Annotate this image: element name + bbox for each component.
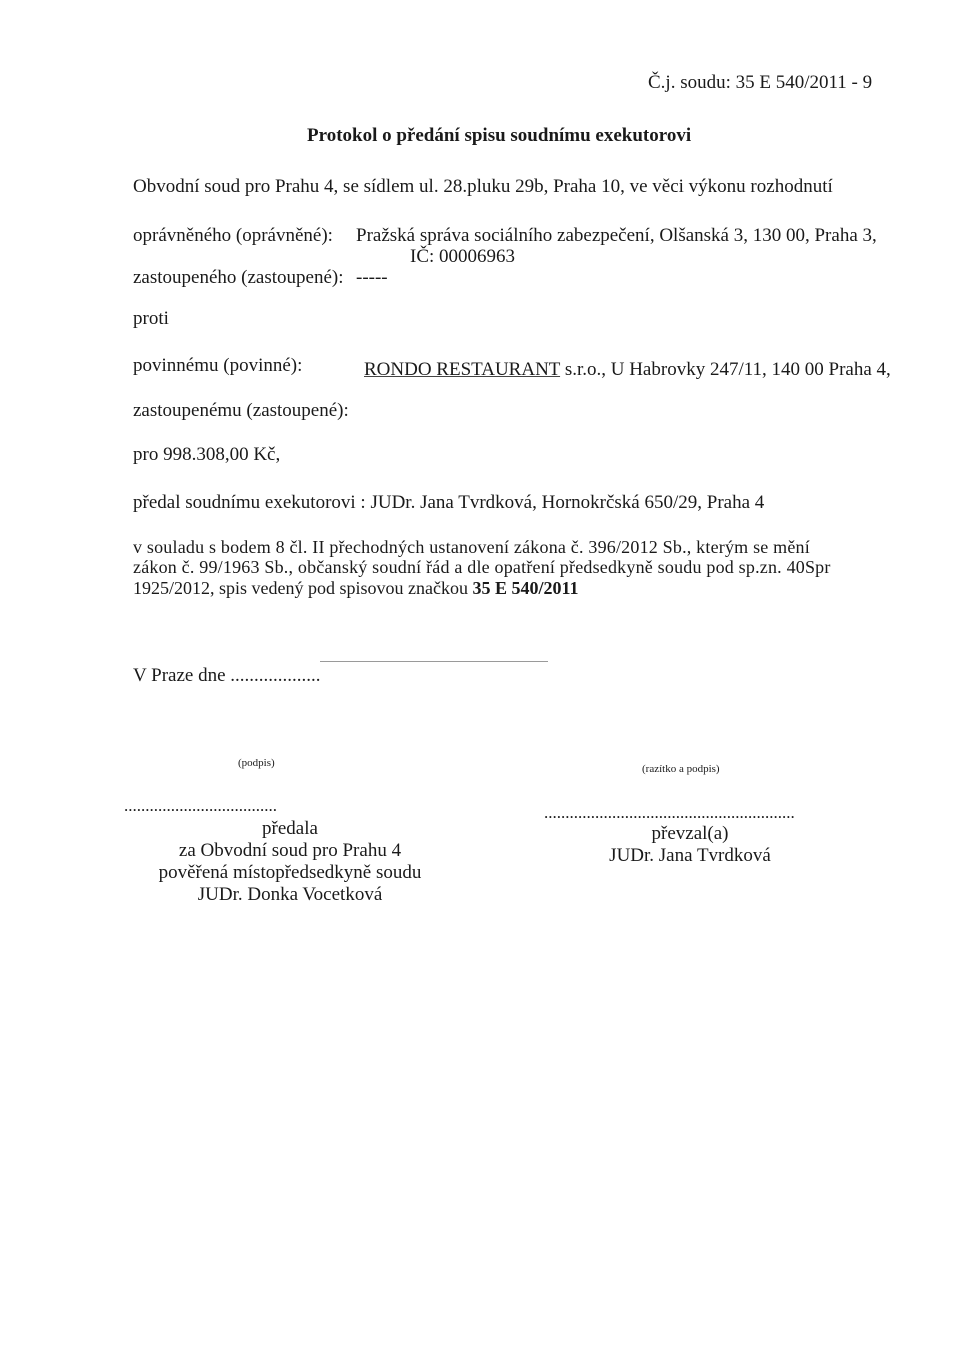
left-sign-line-2: za Obvodní soud pro Prahu 4: [178, 840, 402, 861]
entitled-value: Pražská správa sociálního zabezpečení, Olšanská 3, 130 00, Praha 3,: [356, 225, 877, 246]
obliged-address: s.r.o., U Habrovky 247/11, 140 00 Praha 4,: [560, 359, 891, 380]
left-sign-line-3: pověřená místopředsedkyně soudu: [158, 862, 422, 883]
document-title: Protokol o předání spisu soudnímu exekutorovi: [307, 125, 692, 146]
left-signature-caption: (podpis): [238, 757, 275, 769]
faint-top-rule: [320, 661, 548, 662]
left-sign-line-1: předala: [262, 818, 318, 839]
amount-text: pro 998.308,00 Kč,: [133, 444, 281, 465]
entitled-rep-value: -----: [356, 267, 388, 288]
entitled-label: oprávněného (oprávněné):: [133, 225, 333, 246]
right-sign-line-2: JUDr. Jana Tvrdková: [609, 845, 771, 866]
handed-to-text: předal soudnímu exekutorovi : JUDr. Jana Tvrdková, Hornokrčská 650/29, Praha 4: [133, 492, 765, 513]
intro-text: Obvodní soud pro Prahu 4, se sídlem ul. 28.pluku 29b, Praha 10, ve věci výkonu rozhodnutí: [133, 176, 833, 197]
obliged-rep-label: zastoupenému (zastoupené):: [133, 400, 349, 421]
obliged-label: povinnému (povinné):: [133, 355, 303, 376]
legal-text-line-2: zákon č. 99/1963 Sb., občanský soudní řád a dle opatření předsedkyně soudu pod sp.zn. 40Spr: [133, 557, 831, 577]
obliged-name: RONDO RESTAURANT: [364, 359, 561, 380]
entitled-rep-label: zastoupeného (zastoupené):: [133, 267, 344, 288]
right-signature-line: ...........................................................: [544, 803, 795, 822]
left-signature-line: ....................................: [124, 796, 277, 815]
legal-text-prefix: 1925/2012, spis vedený pod spisovou značkou: [133, 578, 473, 598]
legal-text-line-3: [133, 578, 578, 599]
left-sign-line-4: JUDr. Donka Vocetková: [197, 884, 383, 905]
right-signature-caption: (razítko a podpis): [642, 763, 720, 775]
case-number: Č.j. soudu: 35 E 540/2011 - 9: [648, 72, 873, 93]
entitled-ic: IČ: 00006963: [410, 246, 516, 267]
legal-text-line-1: v souladu s bodem 8 čl. II přechodných ustanovení zákona č. 396/2012 Sb., kterým se mění: [133, 537, 810, 557]
place-date: V Praze dne ...................: [133, 665, 321, 686]
obliged-value: [364, 359, 891, 381]
case-reference: 35 E 540/2011: [472, 578, 579, 598]
proti-text: proti: [133, 308, 169, 329]
right-sign-line-1: převzal(a): [651, 823, 729, 844]
